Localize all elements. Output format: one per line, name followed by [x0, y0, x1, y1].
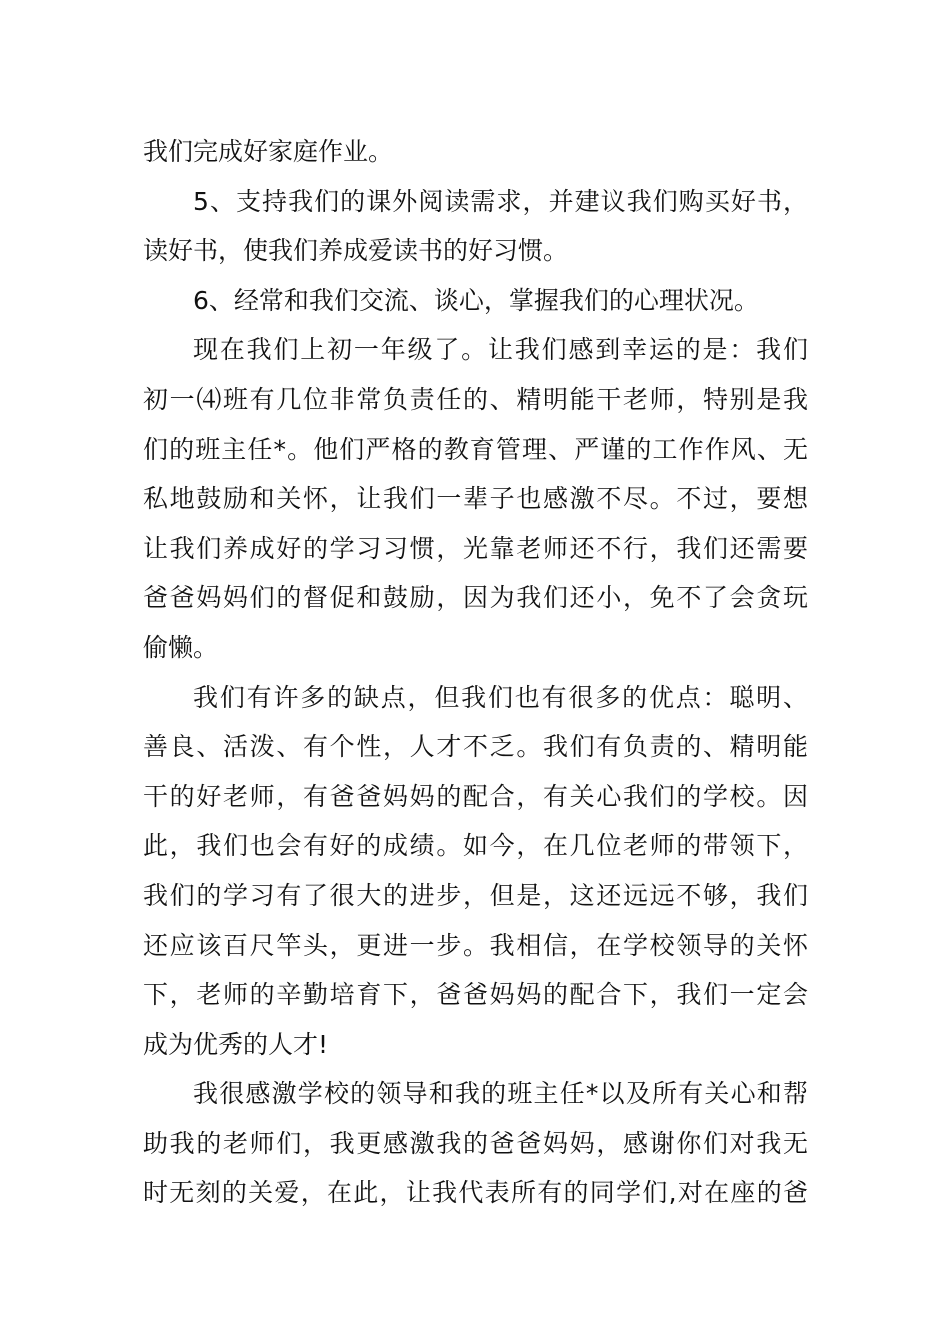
text-line: 下，老师的辛勤培育下，爸爸妈妈的配合下，我们一定会: [143, 980, 808, 1010]
text-line: 读好书，使我们养成爱读书的好习惯。: [143, 236, 569, 266]
text-line: 干的好老师，有爸爸妈妈的配合，有关心我们的学校。因: [143, 781, 808, 811]
text-line: 6、经常和我们交流、谈心，掌握我们的心理状况。: [193, 285, 759, 315]
paragraph-2: [143, 177, 808, 276]
text-line: 爸爸妈妈们的督促和鼓励，因为我们还小，免不了会贪玩: [143, 583, 808, 613]
document-body: [143, 127, 808, 1218]
paragraph-1: [143, 127, 808, 177]
text-line: 我们完成好家庭作业。: [143, 137, 394, 166]
text-line: 我很感激学校的领导和我的班主任*以及所有关心和帮: [193, 1079, 808, 1109]
text-line: 们的班主任*。他们严格的教育管理、严谨的工作作风、无: [143, 434, 808, 464]
text-line: 善良、活泼、有个性，人才不乏。我们有负责的、精明能: [143, 732, 808, 762]
paragraph-3: [143, 276, 808, 326]
paragraph-4: [143, 325, 808, 672]
text-line: 还应该百尺竿头，更进一步。我相信，在学校领导的关怀: [143, 930, 808, 960]
text-line: 时无刻的关爱，在此，让我代表所有的同学们,对在座的爸: [143, 1178, 808, 1208]
text-line: 助我的老师们，我更感激我的爸爸妈妈，感谢你们对我无: [143, 1128, 808, 1158]
text-line: 成为优秀的人才!: [143, 1029, 329, 1059]
paragraph-5: [143, 673, 808, 1070]
text-line: 我们有许多的缺点，但我们也有很多的优点：聪明、: [193, 682, 808, 712]
text-line: 初一⑷班有几位非常负责任的、精明能干老师，特别是我: [143, 384, 808, 414]
text-line: 我们的学习有了很大的进步，但是，这还远远不够，我们: [143, 880, 808, 910]
text-line: 5、支持我们的课外阅读需求，并建议我们购买好书，: [193, 186, 808, 216]
paragraph-6: [143, 1069, 808, 1218]
text-line: 私地鼓励和关怀，让我们一辈子也感激不尽。不过，要想: [143, 484, 808, 514]
text-line: 让我们养成好的学习习惯，光靠老师还不行，我们还需要: [143, 533, 808, 563]
text-line: 此，我们也会有好的成绩。如今，在几位老师的带领下，: [143, 831, 808, 861]
text-line: 偷懒。: [143, 632, 219, 662]
text-line: 现在我们上初一年级了。让我们感到幸运的是：我们: [193, 335, 808, 365]
